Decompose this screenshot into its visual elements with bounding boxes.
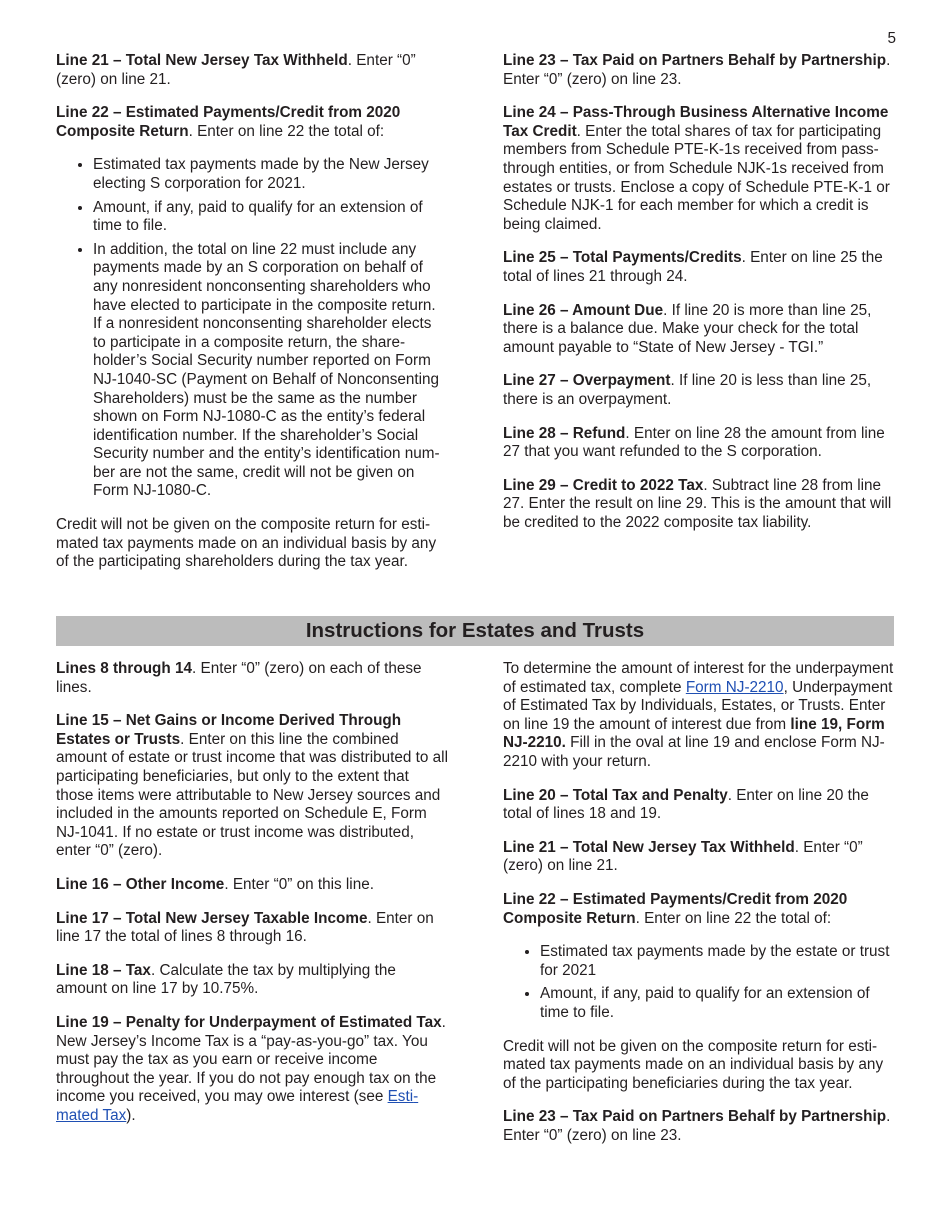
line-21-paragraph: Line 21 – Total New Jersey Tax Withheld. Enter “0” (zero) on line 21. xyxy=(503,838,863,875)
line-19-paragraph: Line 19 – Penalty for Underpayment of Estimated Tax. New Jersey’s Income Tax is a “pay-as-you-go” tax. You must pay the tax as you earn or receive income throughout the year. If you do not pay enough tax on the income you received, you may owe interest (see Estimated Tax). xyxy=(56,1013,446,1124)
top-left-column xyxy=(56,52,448,587)
list-item: • Amount, if any, paid to qualify for an extension of time to file. xyxy=(540,985,895,1022)
line-27-heading: Line 27 – Overpayment xyxy=(503,372,671,390)
line-23-heading: Line 23 – Tax Paid on Partners Behalf by Partnership xyxy=(503,1108,887,1126)
line-21-heading: Line 21 – Total New Jersey Tax Withheld xyxy=(503,838,795,856)
page-number: 5 xyxy=(887,30,896,47)
line-22-bullet-list xyxy=(56,156,448,501)
list-item: • In addition, the total on line 22 must include any payments made by an S corporation on behalf of any nonresident nonconsenting shareholders who have elected to participate in the composite return. If a nonresident nonconsenting shareholder elects to participate in a composite return, the shareholder’s Social Security number reported on Form NJ-1040-SC (Payment on Behalf of Nonconsenting Shareholders) must be the same as the number shown on Form NJ-1080-C as the entity’s federal identification number. If the shareholder’s Social Security number and the entity’s identification number are not the same, credit will not be given on Form NJ-1080-C. xyxy=(93,241,448,501)
line-29-paragraph: Line 29 – Credit to 2022 Tax. Subtract line 28 from line 27. Enter the result on line 29. This is the amount that will be credited to the 2022 composite tax liability. xyxy=(503,476,892,531)
line-24-paragraph: Line 24 – Pass-Through Business Alternative Income Tax Credit. Enter the total shares of tax for participating members from Schedule PTE-K-1s received from pass-through entities, or from Schedule NJK-1s received from estates or trusts. Enclose a copy of Schedule PTE-K-1 or Schedule NJK-1 for each member for which a credit is being claimed. xyxy=(503,104,890,233)
line-22-heading: Line 22 – Estimated Payments/Credit from 2020 Composite Return xyxy=(56,104,401,140)
list-item: • Estimated tax payments made by the estate or trust for 2021 xyxy=(540,943,895,980)
line-17-heading: Line 17 – Total New Jersey Taxable Income xyxy=(56,909,368,927)
line-19-heading: Line 19 – Penalty for Underpayment of Estimated Tax xyxy=(56,1013,442,1031)
credit-note: Credit will not be given on the composite return for estimated tax payments made on an individual basis by any of the participating shareholders during the tax year. xyxy=(56,516,437,571)
line-20-heading: Line 20 – Total Tax and Penalty xyxy=(503,786,728,804)
form-nj-2210-link[interactable]: Form NJ-2210 xyxy=(685,678,784,696)
bottom-right-column xyxy=(503,660,895,1160)
line-27-paragraph: Line 27 – Overpayment. If line 20 is less than line 25, there is an overpayment. xyxy=(503,372,872,408)
line-22-paragraph: Line 22 – Estimated Payments/Credit from 2020 Composite Return. Enter on line 22 the total of: xyxy=(503,890,848,927)
line-23-paragraph: Line 23 – Tax Paid on Partners Behalf by Partnership. Enter “0” (zero) on line 23. xyxy=(503,1108,891,1144)
line-26-paragraph: Line 26 – Amount Due. If line 20 is more than line 25, there is a balance due. Make your check for the total amount payable to “State of New Jersey - TGI.” xyxy=(503,301,872,356)
interest-paragraph: To determine the amount of interest for the underpayment of estimated tax, complete Form NJ-2210, Underpayment of Estimated Tax by Individuals, Estates, or Trusts. Enter on line 19 the amount of interest due from line 19, Form NJ-2210. Fill in the oval at line 19 and enclose Form NJ-2210 with your return. xyxy=(503,660,894,770)
line-24-heading: Line 24 – Pass-Through Business Alternative Income Tax Credit xyxy=(503,104,889,140)
section-header-bar xyxy=(56,616,894,646)
line-23-paragraph: Line 23 – Tax Paid on Partners Behalf by Partnership. Enter “0” (zero) on line 23. xyxy=(503,52,891,88)
line-22-bullet-list xyxy=(503,943,895,1022)
line-25-paragraph: Line 25 – Total Payments/Credits. Enter on line 25 the total of lines 21 through 24. xyxy=(503,249,883,285)
line-20-paragraph: Line 20 – Total Tax and Penalty. Enter on line 20 the total of lines 18 and 19. xyxy=(503,786,869,823)
line-22-heading: Line 22 – Estimated Payments/Credit from 2020 Composite Return xyxy=(503,890,848,927)
list-item: • Estimated tax payments made by the New Jersey electing S corporation for 2021. xyxy=(93,156,448,193)
top-right-column xyxy=(503,52,895,547)
line-15-paragraph: Line 15 – Net Gains or Income Derived Through Estates or Trusts. Enter on this line the combined amount of estate or trust income that was distributed to all participating beneficiaries, but only to the extent that those items were attributable to New Jersey sources and included in the amounts reported on Schedule E, Form NJ-1041. If no estate or trust income was distributed, enter “0” (zero). xyxy=(56,712,448,860)
line-21-heading: Line 21 – Total New Jersey Tax Withheld xyxy=(56,52,348,69)
line-18-paragraph: Line 18 – Tax. Calculate the tax by multiplying the amount on line 17 by 10.75%. xyxy=(56,961,396,998)
line-23-heading: Line 23 – Tax Paid on Partners Behalf by Partnership xyxy=(503,52,887,69)
lines-8-14-paragraph: Lines 8 through 14. Enter “0” (zero) on each of these lines. xyxy=(56,660,422,696)
line-16-paragraph: Line 16 – Other Income. Enter “0” on this line. xyxy=(56,875,374,893)
line-15-heading: Line 15 – Net Gains or Income Derived Through Estates or Trusts xyxy=(56,712,402,748)
estimated-tax-link[interactable]: Estimated Tax xyxy=(56,1088,419,1124)
lines-8-14-heading: Lines 8 through 14 xyxy=(56,660,192,677)
line-28-paragraph: Line 28 – Refund. Enter on line 28 the amount from line 27 that you want refunded to the S corporation. xyxy=(503,424,885,461)
list-item: • Amount, if any, paid to qualify for an extension of time to file. xyxy=(93,199,448,236)
line-18-heading: Line 18 – Tax xyxy=(56,961,151,979)
line-16-heading: Line 16 – Other Income xyxy=(56,875,225,893)
line-21-paragraph: Line 21 – Total New Jersey Tax Withheld. Enter “0” (zero) on line 21. xyxy=(56,52,416,88)
line-22-paragraph: Line 22 – Estimated Payments/Credit from 2020 Composite Return. Enter on line 22 the total of: xyxy=(56,104,401,140)
line-29-heading: Line 29 – Credit to 2022 Tax xyxy=(503,476,704,494)
line-26-heading: Line 26 – Amount Due xyxy=(503,301,664,319)
line-28-heading: Line 28 – Refund xyxy=(503,424,626,442)
section-title: Instructions for Estates and Trusts xyxy=(305,619,645,642)
credit-note: Credit will not be given on the composite return for estimated tax payments made on an individual basis by any of the participating beneficiaries during the tax year. xyxy=(503,1037,884,1092)
bottom-left-column xyxy=(56,660,448,1140)
line-25-heading: Line 25 – Total Payments/Credits xyxy=(503,249,742,267)
line-17-paragraph: Line 17 – Total New Jersey Taxable Income. Enter on line 17 the total of lines 8 through 16. xyxy=(56,909,434,946)
